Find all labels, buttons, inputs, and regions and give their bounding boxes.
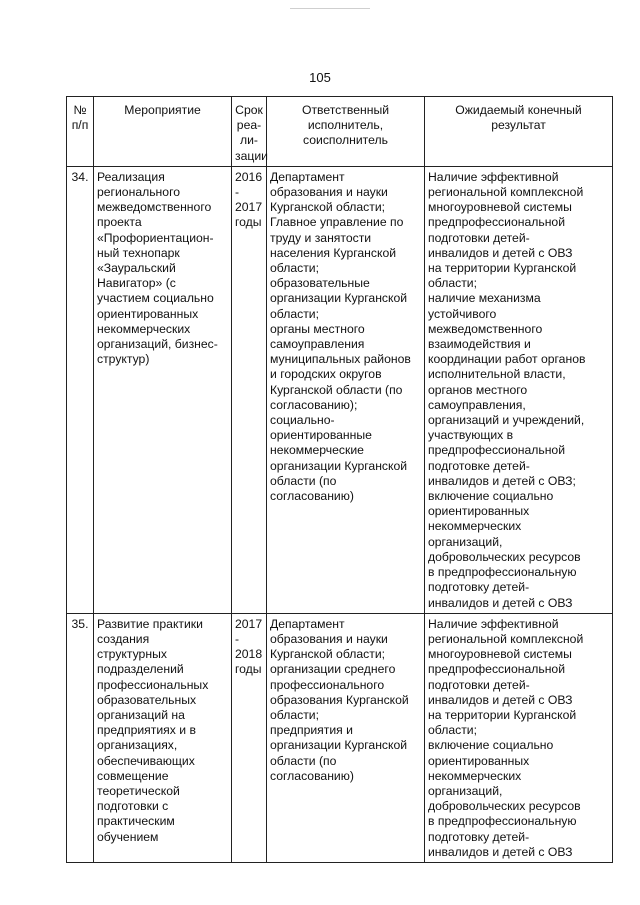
header-term: Срок реа- ли- зации <box>232 97 267 167</box>
row-result: Наличие эффективной региональной комплексной многоуровневой системы предпрофессиональной подготовки детей- инвалидов и детей с ОВЗ на территории Курганской области; включение социально ориентированных некоммерческих организаций, добровольческих ресурсов в предпрофессиональную подготовку детей- инвалидов и детей с ОВЗ <box>425 613 613 862</box>
header-number: № п/п <box>67 97 94 167</box>
top-scan-line <box>290 8 370 9</box>
header-responsible: Ответственный исполнитель, соисполнитель <box>267 97 425 167</box>
header-result: Ожидаемый конечный результат <box>425 97 613 167</box>
table-header-row <box>67 97 613 167</box>
measures-table <box>66 96 613 863</box>
row-number: 35. <box>67 613 94 862</box>
row-term: 2016 - 2017 годы <box>232 166 267 613</box>
header-event: Мероприятие <box>94 97 232 167</box>
page-number: 105 <box>309 70 331 85</box>
row-event: Реализация регионального межведомственного проекта «Профориентацион- ный технопарк «Зауральский Навигатор» (с участием социально ориентированных некоммерческих организаций, бизнес- структур) <box>94 166 232 613</box>
table-row <box>67 613 613 862</box>
row-event: Развитие практики создания структурных подразделений профессиональных образовательных организаций на предприятиях и в организациях, обеспечивающих совмещение теоретической подготовки с практическим обучением <box>94 613 232 862</box>
row-responsible: Департамент образования и науки Курганской области; организации среднего профессионального образования Курганской области; предприятия и организации Курганской области (по согласованию) <box>267 613 425 862</box>
table-row <box>67 166 613 613</box>
row-result: Наличие эффективной региональной комплексной многоуровневой системы предпрофессиональной подготовки детей- инвалидов и детей с ОВЗ на территории Курганской области; наличие механизма устойчивого межведомственного взаимодействия и координации работ органов исполнительной власти, органов местного самоуправления, организаций и учреждений, участвующих в предпрофессиональной подготовке детей- инвалидов и детей с ОВЗ; включение социально ориентированных некоммерческих организаций, добровольческих ресурсов в предпрофессиональную подготовку детей- инвалидов и детей с ОВЗ <box>425 166 613 613</box>
row-term: 2017 - 2018 годы <box>232 613 267 862</box>
row-responsible: Департамент образования и науки Курганской области; Главное управление по труду и занятости населения Курганской области; образовательные организации Курганской области; органы местного самоуправления муниципальных районов и городских округов Курганской области (по согласованию); социально- ориентированные некоммерческие организации Курганской области (по согласованию) <box>267 166 425 613</box>
row-number: 34. <box>67 166 94 613</box>
